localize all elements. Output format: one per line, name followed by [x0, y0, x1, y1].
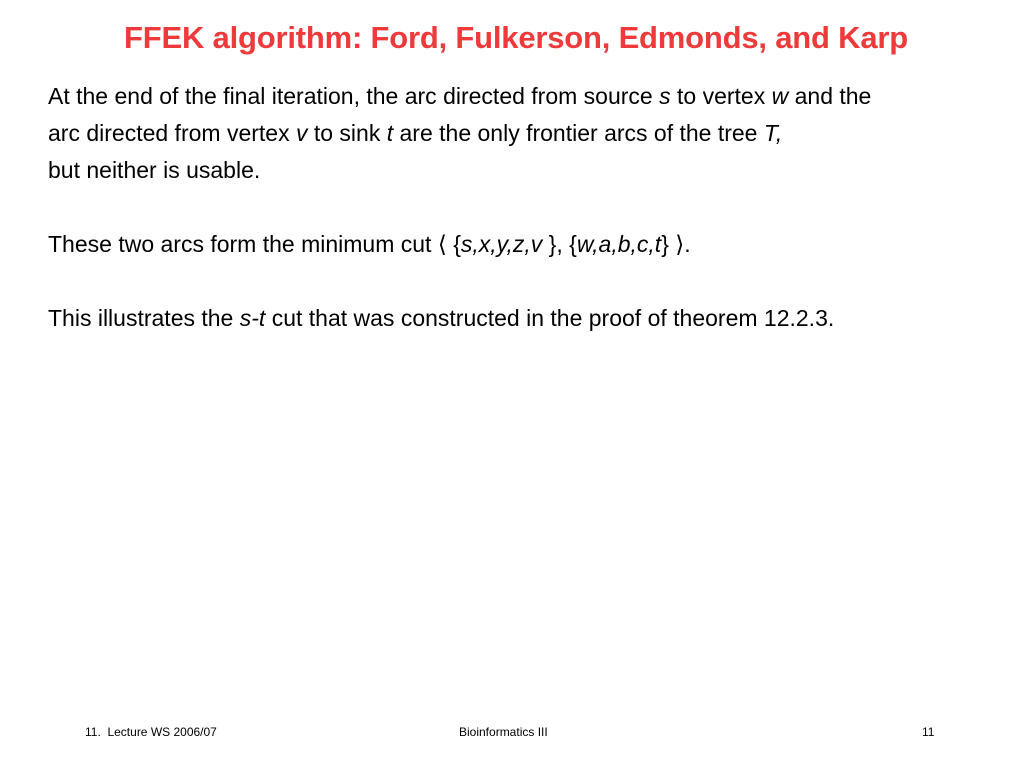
var-w: w — [771, 83, 789, 109]
set-source-side: s,x,y,z,v — [460, 231, 543, 257]
footer-course: Bioinformatics III — [459, 725, 548, 739]
paragraph-1-line-1 — [48, 78, 978, 115]
text-span: arc directed from vertex — [48, 120, 296, 146]
slide-body — [48, 78, 978, 337]
text-span: to vertex — [670, 83, 772, 109]
slide-title: FFEK algorithm: Ford, Fulkerson, Edmonds, and Karp — [124, 20, 908, 55]
paragraph-3 — [48, 300, 978, 337]
text-span: to sink — [307, 120, 387, 146]
paragraph-1-line-2 — [48, 115, 978, 152]
text-span: }, { — [542, 231, 577, 257]
text-span: and the — [788, 83, 872, 109]
var-s: s — [659, 83, 671, 109]
footer-page-number: 11 — [922, 725, 935, 739]
text-span: cut that was constructed in the proof of theorem 12.2.3. — [265, 305, 835, 331]
var-tree-t: T, — [763, 120, 783, 146]
paragraph-gap — [48, 189, 978, 226]
text-span: } — [661, 231, 676, 257]
text-span: This illustrates the — [48, 305, 240, 331]
text-span: are the only frontier arcs of the tree — [393, 120, 764, 146]
paragraph-gap — [48, 263, 978, 300]
text-span: These two arcs form the minimum cut — [48, 231, 438, 257]
var-t: t — [386, 120, 394, 146]
set-sink-side: w,a,b,c,t — [576, 231, 662, 257]
var-s-t: s-t — [239, 305, 266, 331]
left-angle-bracket: ⟨ — [437, 231, 447, 257]
text-span: { — [446, 231, 461, 257]
text-span: At the end of the final iteration, the arc directed from source — [48, 83, 660, 109]
paragraph-2 — [48, 226, 978, 263]
footer-lecture: 11. Lecture WS 2006/07 — [85, 725, 217, 739]
right-angle-bracket: ⟩ — [675, 231, 685, 257]
paragraph-1-line-3: but neither is usable. — [48, 157, 261, 183]
var-v: v — [295, 120, 308, 146]
text-span: . — [684, 231, 691, 257]
